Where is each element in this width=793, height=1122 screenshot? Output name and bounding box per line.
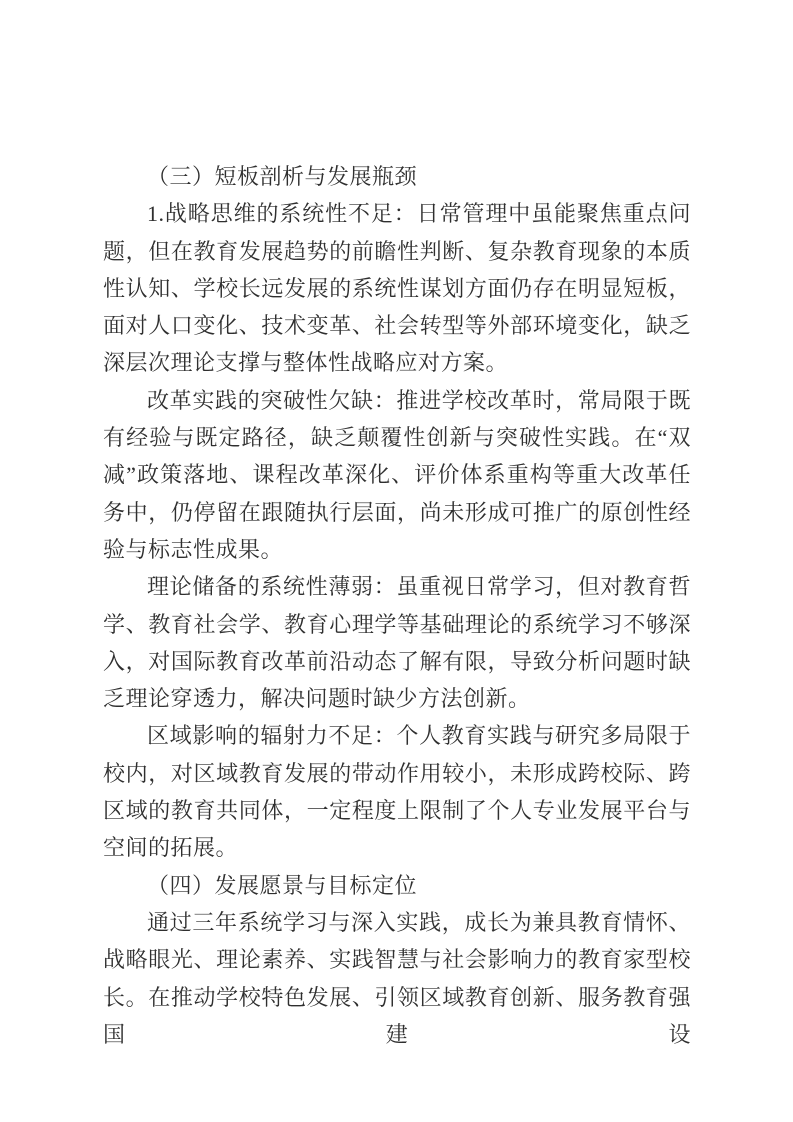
- paragraph-strategic-thinking: 1.战略思维的系统性不足：日常管理中虽能聚焦重点问题，但在教育发展趋势的前瞻性判断、复杂教育现象的本质性认知、学校长远发展的系统性谋划方面仍存在明显短板，面对人口变化、技术变革、社会转型等外部环境变化，缺乏深层次理论支撑与整体性战略应对方案。: [103, 201, 691, 376]
- paragraph-reform-practice: 改革实践的突破性欠缺：推进学校改革时，常局限于既有经验与既定路径，缺乏颠覆性创新与突破性实践。在“双减”政策落地、课程改革深化、评价体系重构等重大改革任务中，仍停留在跟随执行层面，尚未形成可推广的原创性经验与标志性成果。: [103, 387, 691, 562]
- paragraph-vision-goal: 通过三年系统学习与深入实践，成长为兼具教育情怀、战略眼光、理论素养、实践智慧与社会影响力的教育家型校长。在推动学校特色发展、引领区域教育创新、服务教育强国建设: [103, 909, 691, 1047]
- paragraph-theory-reserve: 理论储备的系统性薄弱：虽重视日常学习，但对教育哲学、教育社会学、教育心理学等基础理论的系统学习不够深入，对国际教育改革前沿动态了解有限，导致分析问题时缺乏理论穿透力，解决问题时缺少方法创新。: [103, 574, 691, 712]
- paragraph-regional-influence: 区域影响的辐射力不足：个人教育实践与研究多局限于校内，对区域教育发展的带动作用较小，未形成跨校际、跨区域的教育共同体，一定程度上限制了个人专业发展平台与空间的拓展。: [103, 723, 691, 861]
- section-heading-shortcomings: （三）短板剖析与发展瓶颈: [147, 164, 418, 189]
- document-content: [103, 158, 691, 1053]
- section-heading-vision: （四）发展愿景与目标定位: [147, 872, 418, 898]
